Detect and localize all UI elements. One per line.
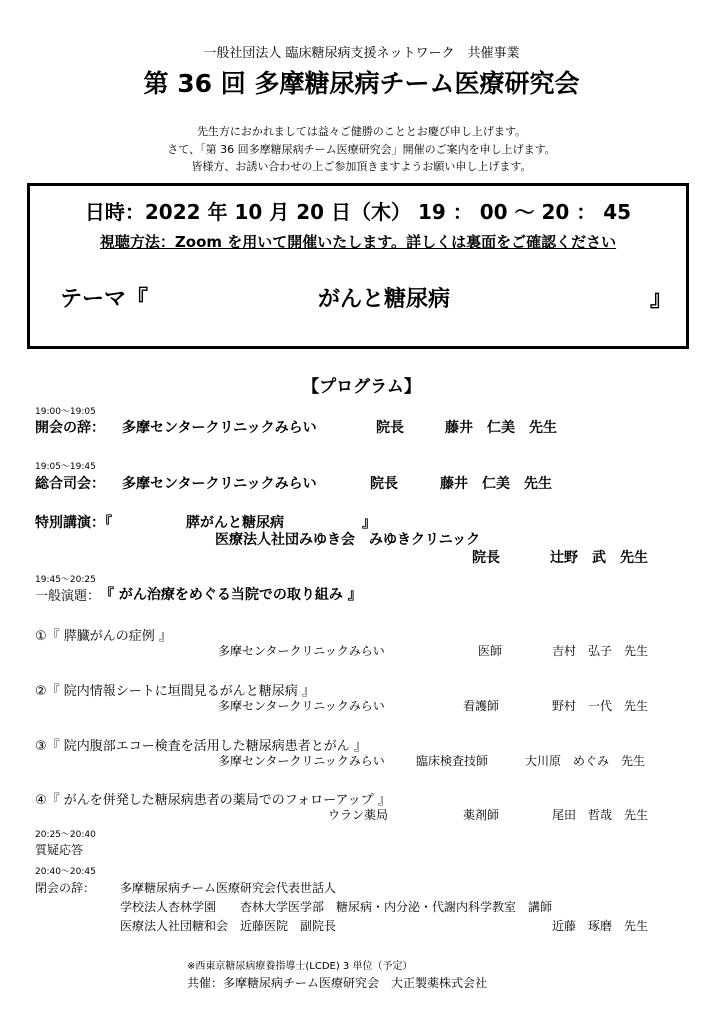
- presentation-4-org: ウラン薬局: [328, 808, 389, 822]
- general-title: 『 がん治療をめぐる当院での取り組み 』: [100, 587, 362, 603]
- special-label: 特別講演：『: [35, 515, 112, 531]
- opening-time: 19:00〜19:05: [35, 407, 96, 417]
- closing-label: 閉会の辞：: [35, 881, 96, 895]
- theme-title: がんと糖尿病: [318, 287, 451, 312]
- closing-name: 近藤 琢磨 先生: [552, 919, 649, 933]
- closing-time: 20:40〜20:45: [35, 867, 96, 877]
- greeting-line-1: 先生方におかれましては益々ご健勝のこととお慶び申し上げます。: [196, 125, 527, 138]
- page-title: 第 36 回 多摩糖尿病チーム医療研究会: [143, 69, 580, 98]
- presentation-2-org: 多摩センタークリニックみらい: [218, 699, 385, 713]
- presentation-4-name: 尾田 哲哉 先生: [552, 808, 649, 822]
- presentation-4-role: 薬剤師: [463, 808, 500, 822]
- presentation-3-name: 大川原 めぐみ 先生: [525, 754, 646, 768]
- moderator-name: 藤井 仁美 先生: [440, 476, 552, 492]
- special-title: 膵がんと糖尿病: [186, 515, 284, 531]
- general-time: 19:45〜20:25: [35, 575, 96, 585]
- special-name: 辻野 武 先生: [550, 550, 648, 566]
- presentation-1-role: 医師: [478, 644, 503, 658]
- general-label: 一般演題：: [35, 589, 101, 604]
- presentation-3-role: 臨床検査技師: [416, 754, 489, 768]
- theme-label: テーマ『: [60, 287, 149, 312]
- event-info-box: [27, 183, 689, 349]
- opening-org: 多摩センタークリニックみらい: [122, 420, 317, 436]
- qa-time: 20:25〜20:40: [35, 830, 96, 840]
- presentation-3-org: 多摩センタークリニックみらい: [218, 754, 385, 768]
- theme-close: 』: [650, 287, 673, 312]
- presentation-3-title: ③『 院内腹部エコー検査を活用した糖尿病患者とがん 』: [35, 739, 367, 754]
- qa-label: 質疑応答: [35, 843, 84, 857]
- closing-line-3: 医療法人社団糖和会 近藤医院 副院長: [120, 919, 337, 933]
- special-org: 医療法人社団みゆき会 みゆきクリニック: [215, 532, 481, 548]
- presentation-2-title: ②『 院内情報シートに垣間見るがんと糖尿病 』: [35, 684, 315, 699]
- event-datetime: 日時：2022 年 10 月 20 日（木） 19 ： 00 〜 20 ： 45: [84, 200, 632, 224]
- special-close: 』: [362, 515, 376, 531]
- moderator-label: 総合司会：: [35, 476, 105, 492]
- opening-label: 開会の辞：: [35, 420, 105, 436]
- greeting-line-3: 皆様方、お誘い合わせの上ご参加頂きますようお願い申し上げます。: [191, 160, 532, 173]
- closing-line-2: 学校法人杏林学園 杏林大学医学部 糖尿病・内分泌・代謝内科学教室 講師: [120, 900, 553, 914]
- organizer-line: 一般社団法人 臨床糖尿病支援ネットワーク 共催事業: [203, 46, 520, 61]
- moderator-org: 多摩センタークリニックみらい: [122, 476, 317, 492]
- presentation-1-org: 多摩センタークリニックみらい: [218, 644, 385, 658]
- opening-name: 藤井 仁美 先生: [445, 420, 557, 436]
- presentation-1-title: ①『 膵臓がんの症例 』: [35, 629, 172, 644]
- greeting-line-2: さて、「第 36 回多摩糖尿病チーム医療研究会」開催のご案内を申し上げます。: [167, 143, 556, 156]
- closing-line-1: 多摩糖尿病チーム医療研究会代表世話人: [120, 881, 337, 895]
- opening-role: 院長: [376, 420, 404, 436]
- program-heading: 【プログラム】: [302, 377, 421, 397]
- presentation-2-role: 看護師: [463, 699, 500, 713]
- presentation-1-name: 吉村 弘子 先生: [552, 644, 649, 658]
- moderator-time: 19:05〜19:45: [35, 462, 96, 472]
- credit-note: ※西東京糖尿病療養指導士(LCDE) 3 単位（予定）: [187, 961, 413, 972]
- viewing-method: 視聴方法：Zoom を用いて開催いたします。詳しくは裏面をご確認ください: [99, 233, 617, 251]
- presentation-4-title: ④『 がんを併発した糖尿病患者の薬局でのフォローアップ 』: [35, 793, 391, 808]
- presentation-2-name: 野村 一代 先生: [552, 699, 649, 713]
- special-role: 院長: [472, 550, 500, 566]
- moderator-role: 院長: [370, 476, 398, 492]
- sponsor-line: 共催：多摩糖尿病チーム医療研究会 大正製薬株式会社: [187, 976, 488, 990]
